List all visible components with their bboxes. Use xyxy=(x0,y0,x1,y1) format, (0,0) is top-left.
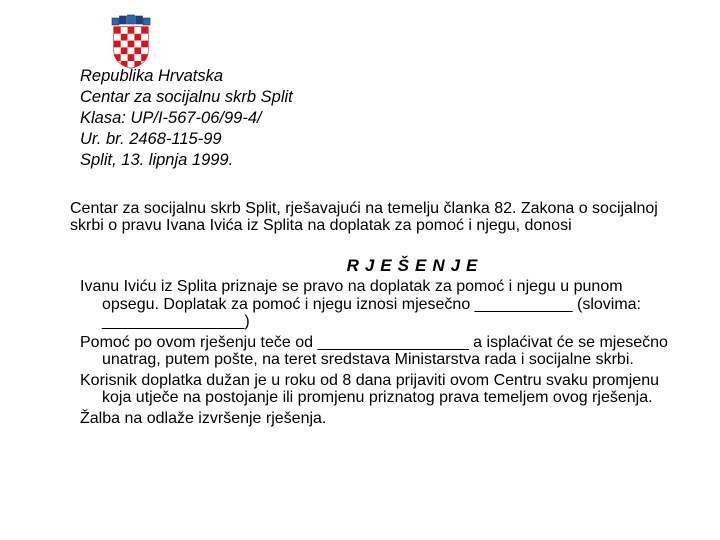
decision-title: RJEŠENJE xyxy=(346,256,484,275)
paragraph-grant: Ivanu Iviću iz Splita priznaje se pravo na doplatak za pomoć i njegu u punom opsegu. Doplatak za pomoć i njegu iznosi mjesečno ___________ (slovima: ________________) xyxy=(80,278,641,330)
institution-name: Centar za socijalnu skrb Split xyxy=(80,88,293,106)
klasa-number: Klasa: UP/I-567-06/99-4/ xyxy=(80,109,262,127)
croatian-coat-of-arms-icon xyxy=(108,14,154,70)
country-name: Republika Hrvatska xyxy=(80,67,224,85)
place-and-date: Split, 13. lipnja 1999. xyxy=(80,151,234,169)
intro-paragraph: Centar za socijalnu skrb Split, rješavajući na temelju članka 82. Zakona o socijalnoj skrbi o pravu Ivana Ivića iz Splita na doplatak za pomoć i njegu, donosi xyxy=(70,200,658,234)
paragraph-obligation: Korisnik doplatka dužan je u roku od 8 dana prijaviti ovom Centru svaku promjenu koja utječe na postojanje ili promjenu priznatog prava temeljem ovog rješenja. xyxy=(80,371,659,406)
decision-body xyxy=(80,278,670,430)
document-header xyxy=(80,66,293,171)
paragraph-appeal: Žalba na odlaže izvršenje rješenja. xyxy=(80,409,327,427)
paragraph-payment: Pomoć po ovom rješenju teče od _________________ a isplaćivat će se mjesečno unatrag, putem pošte, na teret sredstava Ministarstva rada i socijalne skrbi. xyxy=(80,333,668,368)
ur-broj: Ur. br. 2468-115-99 xyxy=(80,130,222,148)
